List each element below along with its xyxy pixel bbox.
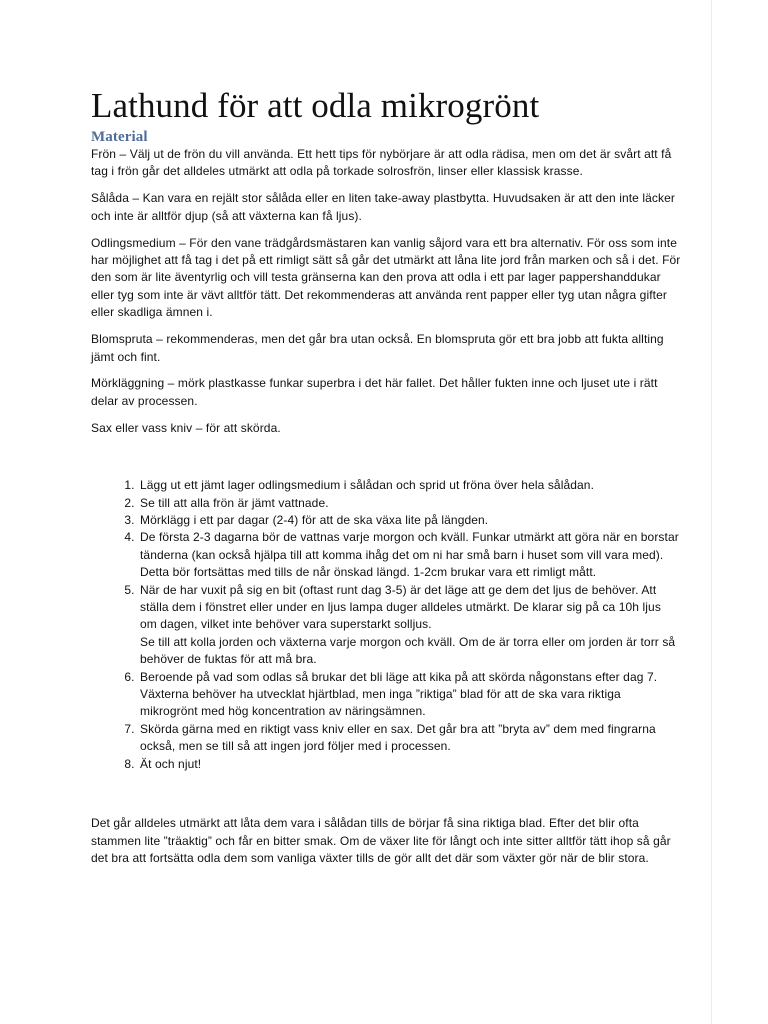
step-item: 1. Lägg ut ett jämt lager odlingsmedium i sålådan och sprid ut fröna över hela sålådan. — [138, 477, 681, 494]
document-title: Lathund för att odla mikrogrönt — [91, 86, 540, 125]
closing-paragraph: Det går alldeles utmärkt att låta dem vara i sålådan tills de börjar få sina riktiga blad. Efter det blir ofta stammen lite ”träaktig” och får en bitter smak. Om de växer lite för långt och inte sitter alltför tätt ihop så går det bra att fortsätta odla dem som vanliga växter tills de gör allt det där som växter gör när de blir stora. — [91, 816, 671, 865]
step-item: 6. Beroende på vad som odlas så brukar det bli läge att kika på att skörda någonstans efter dag 7. Växterna behöver ha utvecklat hjärtblad, men inga ”riktiga” blad för att de ska vara riktiga mikrogrönt med hög koncentration av näringsämnen. — [138, 669, 681, 721]
step-note: Detta bör fortsättas med tills de når önskad längd. 1-2cm brukar vara ett rimligt mått. — [140, 565, 597, 580]
material-item-tray: Sålåda – Kan vara en rejält stor sålåda eller en liten take-away plastbytta. Huvudsaken är att den inte läcker och inte är alltför djup (så att växterna kan få ljus). — [91, 191, 675, 223]
material-item-medium: Odlingsmedium – För den vane trädgårdsmästaren kan vanlig såjord vara ett bra alternativ. För oss som inte har möjlighet att få tag i det på ett rimligt sätt så går det utmärkt att låna lite jord från marken och så i det. För den som är lite äventyrlig och vill testa gränserna kan den prova att odla i ett par lager pappershanddukar eller tyg som inte är vävt alltför tätt. Det rekommenderas att använda rent papper eller tyg utan några gifter eller skadliga ämnen i. — [91, 235, 681, 320]
step-item: 4. De första 2-3 dagarna bör de vattnas varje morgon och kväll. Funkar utmärkt att göra när en borstar tänderna (kan också hjälpa till att komma ihåg det om ni har små barn i huset som vill vara med). Detta bör fortsättas med tills de når önskad längd. 1-2cm brukar vara ett rimligt mått. — [138, 529, 681, 581]
material-item-darkening: Mörkläggning – mörk plastkasse funkar superbra i det här fallet. Det håller fukten inne och ljuset ute i rätt delar av processen. — [91, 376, 658, 408]
step-item: 2. Se till att alla frön är jämt vattnade. — [138, 495, 681, 512]
step-item: 3. Mörklägg i ett par dagar (2-4) för att de ska växa lite på längden. — [138, 512, 681, 529]
material-item-sprayer: Blomspruta – rekommenderas, men det går bra utan också. En blomspruta gör ett bra jobb att fukta allting jämt och fint. — [91, 332, 664, 364]
section-heading: Material — [91, 129, 148, 145]
step-item: 5. När de har vuxit på sig en bit (oftast runt dag 3-5) är det läge att ge dem det ljus de behöver. Att ställa dem i fönstret eller under en ljus lampa duger alldeles utmärkt. De klarar sig på ca 10h ljus om dagen, vilket inte behöver vara superstarkt solljus. Se till att kolla jorden och växterna varje morgon och kväll. Om de är torra eller om jorden är torr så behöver de fuktas för att må bra. — [138, 582, 681, 669]
material-item-seeds: Frön – Välj ut de frön du vill använda. Ett hett tips för nybörjare är att odla rädisa, men om det är svårt att få tag i frön går det alldeles utmärkt att odla på torkade solrosfrön, linser eller klassisk krasse. — [91, 147, 672, 179]
materials-list — [91, 146, 681, 437]
step-item: 7. Skörda gärna med en riktigt vass kniv eller en sax. Det går bra att ”bryta av” dem med fingrarna också, men se till så att ingen jord följer med i processen. — [138, 721, 681, 756]
document-content — [91, 86, 681, 876]
step-item: 8. Ät och njut! — [138, 756, 681, 773]
material-item-scissors: Sax eller vass kniv – för att skörda. — [91, 420, 281, 435]
page-edge-divider — [711, 0, 712, 1024]
step-note: Se till att kolla jorden och växterna varje morgon och kväll. Om de är torra eller om jorden är torr så behöver de fuktas för att må bra. — [140, 634, 676, 667]
steps-list — [91, 477, 681, 773]
